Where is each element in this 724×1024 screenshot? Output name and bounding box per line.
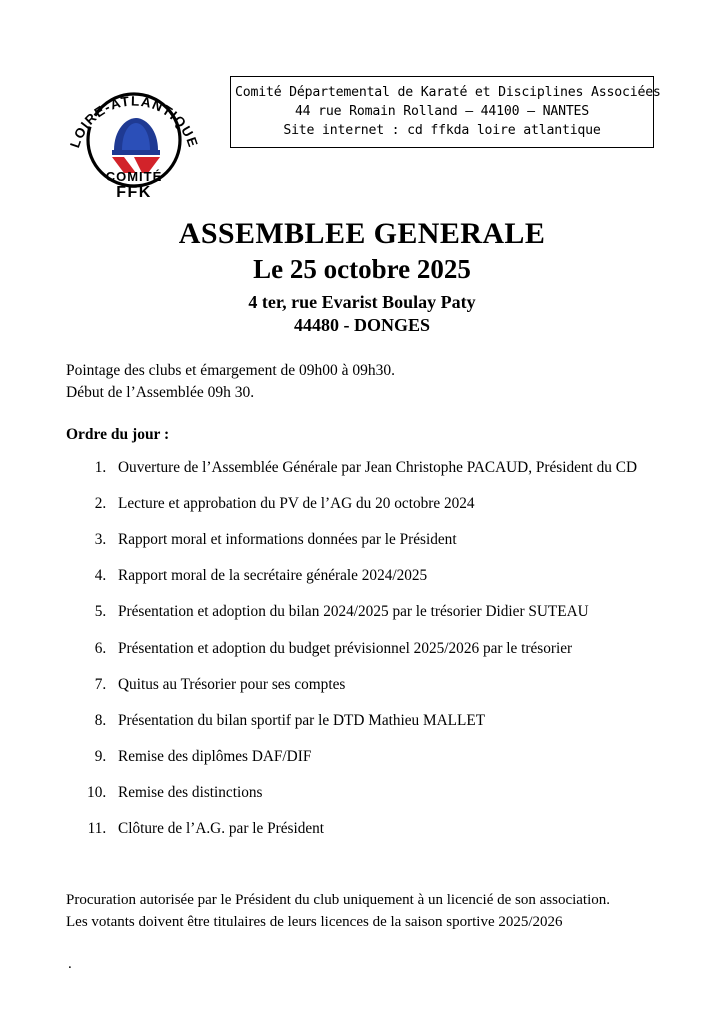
svg-text:COMITÉ: COMITÉ bbox=[105, 169, 163, 184]
checkin-info: Pointage des clubs et émargement de 09h00 à 09h30. bbox=[66, 362, 396, 379]
list-item: 11. Clôture de l’A.G. par le Président bbox=[110, 819, 724, 838]
agenda-heading: Ordre du jour : bbox=[66, 426, 170, 443]
start-time-info: Début de l’Assemblée 09h 30. bbox=[66, 384, 255, 401]
voter-rule-line: Les votants doivent être titulaires de leurs licences de la saison sportive 2025/2026 bbox=[66, 913, 563, 930]
list-item: 6. Présentation et adoption du budget prévisionnel 2025/2026 par le trésorier bbox=[110, 639, 724, 658]
org-website-line: Site internet : cd ffkda loire atlantique bbox=[283, 123, 601, 139]
organization-info-box bbox=[230, 76, 661, 148]
venue-address-line1: 4 ter, rue Evarist Boulay Paty bbox=[248, 292, 476, 312]
list-item: 4. Rapport moral de la secrétaire générale 2024/2025 bbox=[110, 566, 724, 585]
title-block bbox=[0, 217, 724, 336]
document-header bbox=[0, 0, 724, 200]
page-title: ASSEMBLEE GENERALE bbox=[178, 217, 546, 250]
list-item: 5. Présentation et adoption du bilan 2024/2025 par le trésorier Didier SUTEAU bbox=[110, 602, 724, 621]
org-address-line: 44 rue Romain Rolland – 44100 – NANTES bbox=[294, 104, 590, 120]
intro-paragraph bbox=[66, 360, 724, 404]
list-item: 2. Lecture et approbation du PV de l’AG du 20 octobre 2024 bbox=[110, 494, 724, 513]
event-date: Le 25 octobre 2025 bbox=[253, 254, 471, 284]
list-item: 3. Rapport moral et informations données par le Président bbox=[110, 530, 724, 549]
venue-address-line2: 44480 - DONGES bbox=[293, 315, 430, 335]
agenda-list bbox=[0, 458, 724, 838]
list-item: 1. Ouverture de l’Assemblée Générale par Jean Christophe PACAUD, Président du CD bbox=[110, 458, 724, 477]
svg-text:FFK: FFK bbox=[116, 184, 152, 200]
list-item: 8. Présentation du bilan sportif par le DTD Mathieu MALLET bbox=[110, 711, 724, 730]
org-name-line: Comité Départemental de Karaté et Disciplines Associées bbox=[235, 85, 661, 100]
list-item: 9. Remise des diplômes DAF/DIF bbox=[110, 747, 724, 766]
list-item: 10. Remise des distinctions bbox=[110, 783, 724, 802]
proxy-rule-line: Procuration autorisée par le Président du club uniquement à un licencié de son association. bbox=[66, 892, 611, 909]
list-item: 7. Quitus au Trésorier pour ses comptes bbox=[110, 675, 724, 694]
ffk-comite-loire-atlantique-logo bbox=[62, 78, 207, 200]
trailing-mark: . bbox=[68, 955, 72, 972]
footer-notes bbox=[66, 890, 724, 934]
svg-text:LOIRE-ATLANTIQUE: LOIRE-ATLANTIQUE bbox=[67, 93, 201, 150]
